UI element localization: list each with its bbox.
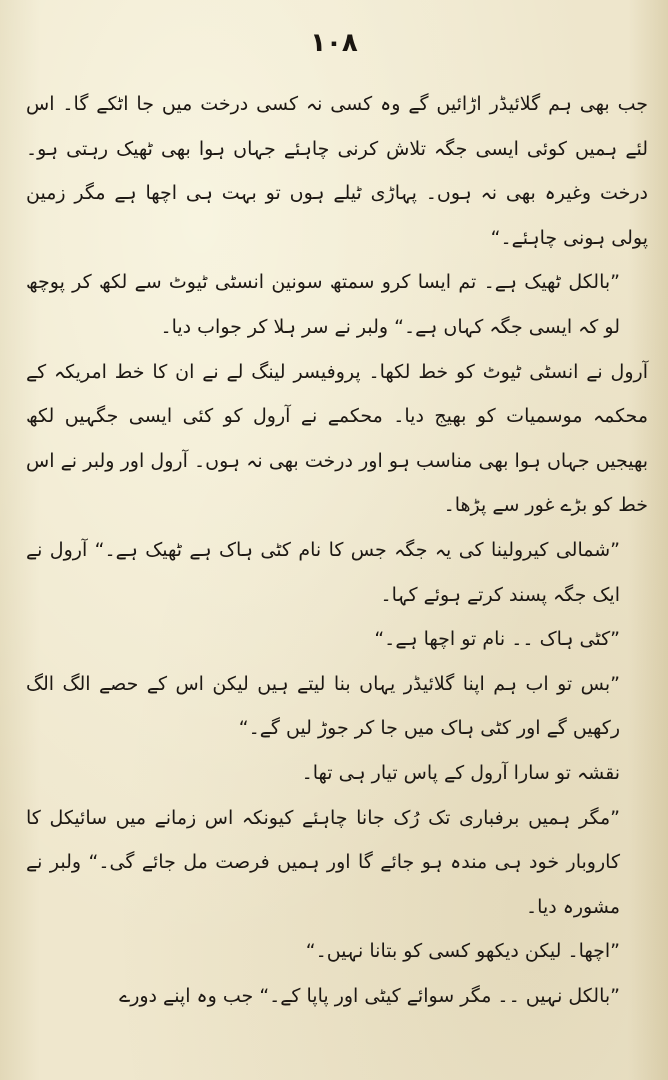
paragraph: ”بالکل نہیں ۔۔ مگر سوائے کیٹی اور پاپا کے۔“ جب وہ اپنے دورے bbox=[119, 984, 620, 1007]
paragraph: ”اچھا۔ لیکن دیکھو کسی کو بتانا نہیں۔“ bbox=[305, 940, 620, 963]
paragraph: ”بالکل ٹھیک ہے۔ تم ایسا کرو سمتھ سونین انسٹی ٹیوٹ سے لکھ کر پوچھ لو کہ ایسی جگہ کہاں ہے۔“ ولبر نے سر ہلا کر جواب دیا۔ bbox=[26, 271, 620, 338]
page-body bbox=[26, 82, 648, 1018]
paragraph: ”مگر ہمیں برفباری تک رُک جانا چاہئے کیونکہ اس زمانے میں سائیکل کا کاروبار خود ہی مندہ ہو جائے گا اور ہمیں فرصت مل جائے گی۔“ ولبر نے مشورہ دیا۔ bbox=[26, 806, 620, 918]
page-number: ۱۰۸ bbox=[310, 28, 358, 58]
paragraph: ”شمالی کیرولینا کی یہ جگہ جس کا نام کٹی ہاک ہے ٹھیک ہے۔“ آرول نے ایک جگہ پسند کرتے ہوئے کہا۔ bbox=[26, 538, 620, 606]
paragraph: نقشہ تو سارا آرول کے پاس تیار ہی تھا۔ bbox=[301, 761, 620, 784]
paragraph: جب بھی ہم گلائیڈر اڑائیں گے وہ کسی نہ کسی درخت میں جا اٹکے گا۔ اس لئے ہمیں کوئی ایسی جگہ تلاش کرنی چاہئے جہاں ہوا بھی ٹھیک رہتی ہو۔ درخت وغیرہ بھی نہ ہوں۔ پہاڑی ٹیلے ہوں تو بہت ہی اچھا ہے مگر زمین پولی ہونی چاہئے۔“ bbox=[26, 93, 648, 249]
paragraph: آرول نے انسٹی ٹیوٹ کو خط لکھا۔ پروفیسر لینگ لے نے ان کا خط امریکہ کے محکمہ موسمیات کو بھیج دیا۔ محکمے نے آرول کو کئی ایسی جگہیں لکھ بھیجیں جہاں ہوا بھی مناسب ہو اور درخت بھی نہ ہوں۔ آرول اور ولبر نے اس خط کو بڑے غور سے پڑھا۔ bbox=[26, 360, 648, 517]
paragraph: ”کٹی ہاک ۔۔ نام تو اچھا ہے۔“ bbox=[374, 628, 620, 651]
paragraph: ”بس تو اب ہم اپنا گلائیڈر یہاں بنا لیتے ہیں لیکن اس کے حصے الگ الگ رکھیں گے اور کٹی ہاک میں جا کر جوڑ لیں گے۔“ bbox=[26, 672, 620, 740]
